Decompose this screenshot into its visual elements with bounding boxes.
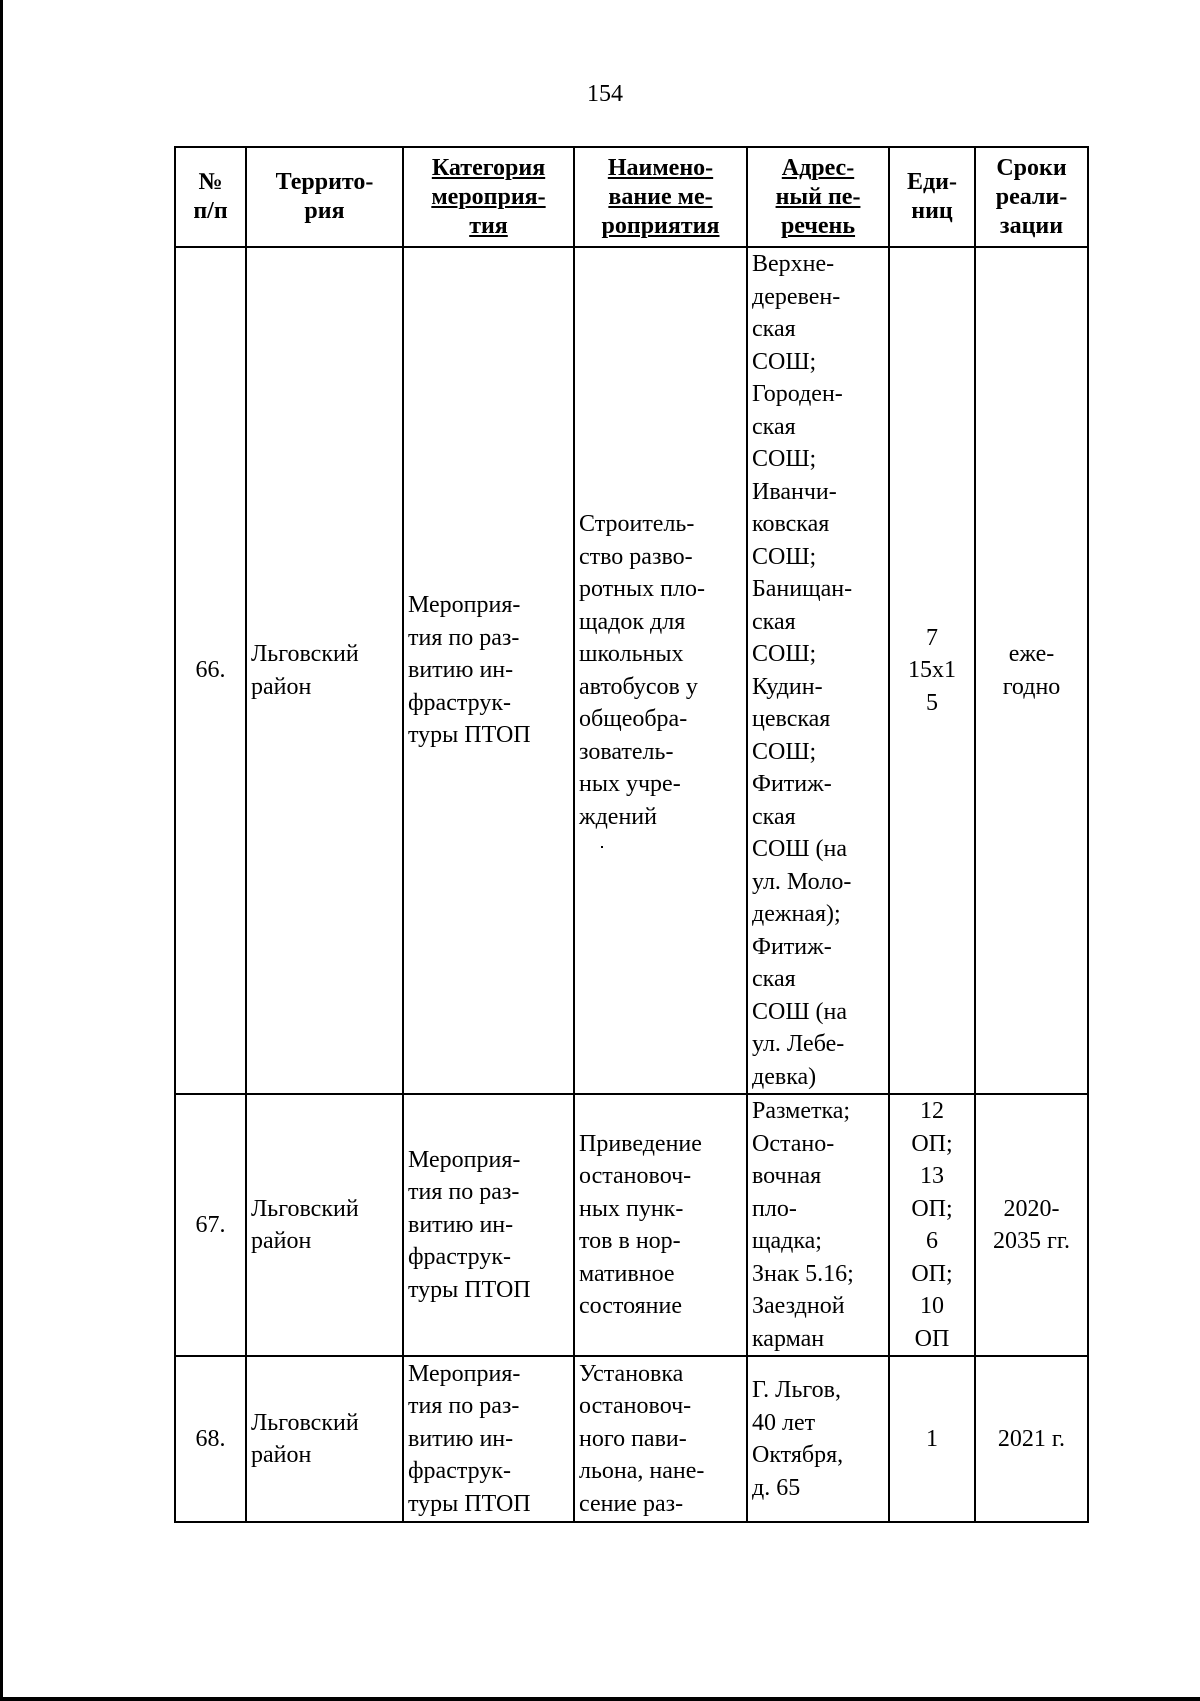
cell-territory: Льговский район [246, 1094, 403, 1356]
scan-bottom-edge [0, 1697, 1200, 1701]
cell-num: 68. [175, 1356, 246, 1522]
cell-terms: еже- годно [975, 247, 1088, 1094]
cell-units: 1 [889, 1356, 975, 1522]
cell-category: Мероприя- тия по раз- витию ин- фраструк- туры ПТОП [403, 1094, 574, 1356]
header-units: Еди- ниц [889, 147, 975, 247]
header-territory: Террито- рия [246, 147, 403, 247]
table-header-row [175, 147, 1088, 247]
cell-units: 7 15х1 5 [889, 247, 975, 1094]
header-name: Наимено- вание ме- роприятия [574, 147, 747, 247]
cell-category: Мероприя- тия по раз- витию ин- фраструк- туры ПТОП [403, 1356, 574, 1522]
header-address: Адрес- ный пе- речень [747, 147, 889, 247]
scan-speck [601, 846, 603, 848]
cell-category: Мероприя- тия по раз- витию ин- фраструк- туры ПТОП [403, 247, 574, 1094]
cell-name: Приведение остановоч- ных пунк- тов в нор- мативное состояние [574, 1094, 747, 1356]
header-category: Категория мероприя- тия [403, 147, 574, 247]
cell-terms: 2020- 2035 гг. [975, 1094, 1088, 1356]
table-row [175, 1356, 1088, 1522]
cell-territory: Льговский район [246, 1356, 403, 1522]
cell-address: Г. Льгов, 40 лет Октября, д. 65 [747, 1356, 889, 1522]
cell-address: Верхне- деревен- ская СОШ; Городен- ская СОШ; Иванчи- ковская СОШ; Банищан- ская СОШ; Кудин- цевская СОШ; Фитиж- ская СОШ (на ул. Моло- дежная); Фитиж- ская СОШ (на ул. Лебе- девка) [747, 247, 889, 1094]
cell-units: 12 ОП; 13 ОП; 6 ОП; 10 ОП [889, 1094, 975, 1356]
table-row [175, 1094, 1088, 1356]
header-num: № п/п [175, 147, 246, 247]
cell-terms: 2021 г. [975, 1356, 1088, 1522]
page-number: 154 [587, 81, 623, 107]
measures-table [174, 146, 1089, 1523]
cell-num: 67. [175, 1094, 246, 1356]
cell-name: Установка остановоч- ного пави- льона, нане- сение раз- [574, 1356, 747, 1522]
table-row [175, 247, 1088, 1094]
cell-territory: Льговский район [246, 247, 403, 1094]
header-terms: Сроки реали- зации [975, 147, 1088, 247]
cell-address: Разметка; Остано- вочная пло- щадка; Знак 5.16; Заездной карман [747, 1094, 889, 1356]
scan-left-edge [0, 0, 3, 1701]
cell-num: 66. [175, 247, 246, 1094]
cell-name: Строитель- ство разво- ротных пло- щадок для школьных автобусов у общеобра- зователь- ных учре- ждений [574, 247, 747, 1094]
